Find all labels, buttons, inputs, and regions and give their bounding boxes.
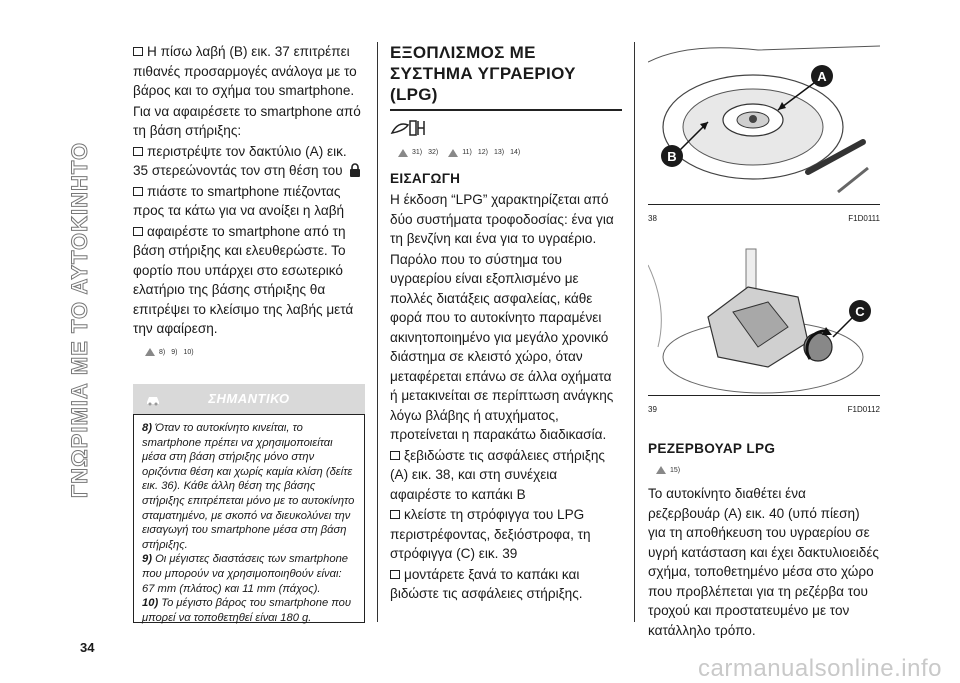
bullet-square-icon: [133, 147, 143, 156]
figure-caption: 39 F1D0112: [648, 404, 880, 414]
column-divider: [634, 42, 635, 622]
bullet-item: κλείστε τη στρόφιγγα του LPG περιστρέφοντας, δεξιόστροφα, τη στρόφιγγα (C) εικ. 39: [390, 507, 591, 561]
lock-icon: [349, 163, 361, 177]
warning-triangle-icon: [398, 149, 408, 157]
lpg-logo-row: [390, 117, 622, 139]
subsection-title: ΕΙΣΑΓΩΓΗ: [390, 170, 461, 186]
watermark: carmanualsonline.info: [698, 655, 942, 682]
reference-marks: 31) 32) 11) 12) 13) 14): [398, 143, 622, 163]
paragraph: Για να αφαιρέσετε το smartphone από τη βάση στήριξης:: [133, 103, 361, 138]
bullet-item: περιστρέψτε τον δακτύλιο (A) εικ. 35 στερεώνοντάς τον στη θέση του: [133, 142, 365, 181]
spare-wheel-tank-illustration: [648, 42, 880, 204]
figure-39: [648, 247, 880, 396]
figure-label-c: C: [855, 303, 865, 319]
column-2: [390, 42, 622, 605]
section-side-title: ΓΝΩΡΙΜΙΑ ΜΕ ΤΟ ΑΥΤΟΚΙΝΗΤΟ: [67, 141, 92, 499]
figure-38: [648, 42, 880, 205]
warning-triangle-icon: [656, 466, 666, 474]
paragraph: Παρόλο που το σύστημα του υγραερίου είναι εξοπλισμένο με πολλές διατάξεις ασφαλείας, κάθε φορά που το αυτοκίνητο παραμένει ακινητοποιημένο για μεγάλο χρονικό διάστημα σε κλειστό χώρο, όταν μεταφέρεται επάνω σε άλλα οχήματα ή μετακινείται σε περίπτωση ανάγκης λόγω βλάβης ή ατυχήματος, προτείνεται η παρακάτω διαδικασία.: [390, 251, 614, 442]
bullet-item: αφαιρέστε το smartphone από τη βάση στήριξης και ελευθερώστε. Το φορτίο που υπάρχει στο εσωτερικό ελατήριο της βάσης στήριξης θα επιτρέψει το κλείσιμο της λαβής μετά την αφαίρεση.: [133, 223, 354, 336]
bullet-item: πιάστε το smartphone πιέζοντας προς τα κάτω για να ανοίξει η λαβή: [133, 183, 345, 218]
title-rule: [390, 109, 622, 111]
column-1: [133, 42, 365, 623]
note-item: 10) Το μέγιστο βάρος του smartphone που μπορεί να τοποθετηθεί είναι 180 g.: [142, 597, 352, 624]
bullet-square-icon: [133, 47, 143, 56]
figure-caption: 38 F1D0111: [648, 214, 880, 223]
lpg-valve-illustration: [648, 247, 880, 395]
column-divider: [377, 42, 378, 622]
figure-label-b: B: [667, 149, 677, 164]
subsection-title: ΡΕΖΕΡΒΟΥΑΡ LPG: [648, 441, 776, 456]
bullet-square-icon: [390, 510, 400, 519]
column-3: [648, 42, 880, 641]
bullet-square-icon: [133, 227, 143, 236]
figure-label-a: A: [817, 69, 827, 84]
note-item: 8) Όταν το αυτοκίνητο κινείται, το smartphone πρέπει να χρησιμοποιείται μέσα στη βάση στήριξης μόνο στην οριζόντια θέση και χωρίς καμία κλίση (δείτε εικ. 36). Κάθε άλλη θέση της βάσης στήριξης επιτρέπεται μόνο με το αυτοκίνητο σταματημένο, με σκοπό να διευκολύνει την εισαγωγή του smartphone μέσα στη βάση στήριξης.: [142, 422, 355, 551]
warning-triangle-icon: [145, 348, 155, 356]
reference-marks: 8) 9) 10): [145, 343, 365, 363]
note-item: 9) Οι μέγιστες διαστάσεις των smartphone που μπορούν να χρησιμοποιηθούν είναι: 67 mm (πλάτος) και 11 mm (πάχος).: [142, 553, 349, 595]
important-note-body: [133, 414, 365, 623]
paragraph: Η έκδοση “LPG” χαρακτηρίζεται από δύο συστήματα τροφοδοσίας: ένα για τη βενζίνη και ένα για το υγραέριο.: [390, 192, 614, 246]
warning-triangle-icon: [448, 149, 458, 157]
important-note-header: ΣΗΜΑΝΤΙΚΟ: [133, 384, 365, 414]
lpg-fuel-icon: [390, 117, 430, 139]
reference-marks: 15): [656, 461, 880, 481]
bullet-item: Η πίσω λαβή (B) εικ. 37 επιτρέπει πιθανές προσαρμογές ανάλογα με το βάρος και το σχήμα του smartphone.: [133, 44, 357, 98]
bullet-item: ξεβιδώστε τις ασφάλειες στήριξης (A) εικ. 38, και στη συνέχεια αφαιρέστε το καπάκι B: [390, 447, 605, 502]
paragraph: Το αυτοκίνητο διαθέτει ένα ρεζερβουάρ (A) εικ. 40 (υπό πίεση) για τη αποθήκευση του υγραερίου σε υγρή κατάσταση και έχει δακτυλιοειδές σχήμα, τοποθετημένο μέσα στο χώρο που προβλέπεται για τη ρεζέρβα του τροχού και προστατευμένο με τον κατάλληλο τρόπο.: [648, 486, 879, 638]
bullet-square-icon: [133, 187, 143, 196]
page-number: 34: [80, 640, 95, 655]
bullet-square-icon: [390, 570, 400, 579]
bullet-square-icon: [390, 451, 400, 460]
car-caution-icon: [145, 391, 161, 407]
section-title: ΕΞΟΠΛΙΣΜΟΣ ΜΕ ΣΥΣΤΗΜΑ ΥΓΡΑΕΡΙΟΥ (LPG): [390, 43, 576, 104]
bullet-item: μοντάρετε ξανά το καπάκι και βιδώστε τις ασφάλειες στήριξης.: [390, 566, 583, 601]
